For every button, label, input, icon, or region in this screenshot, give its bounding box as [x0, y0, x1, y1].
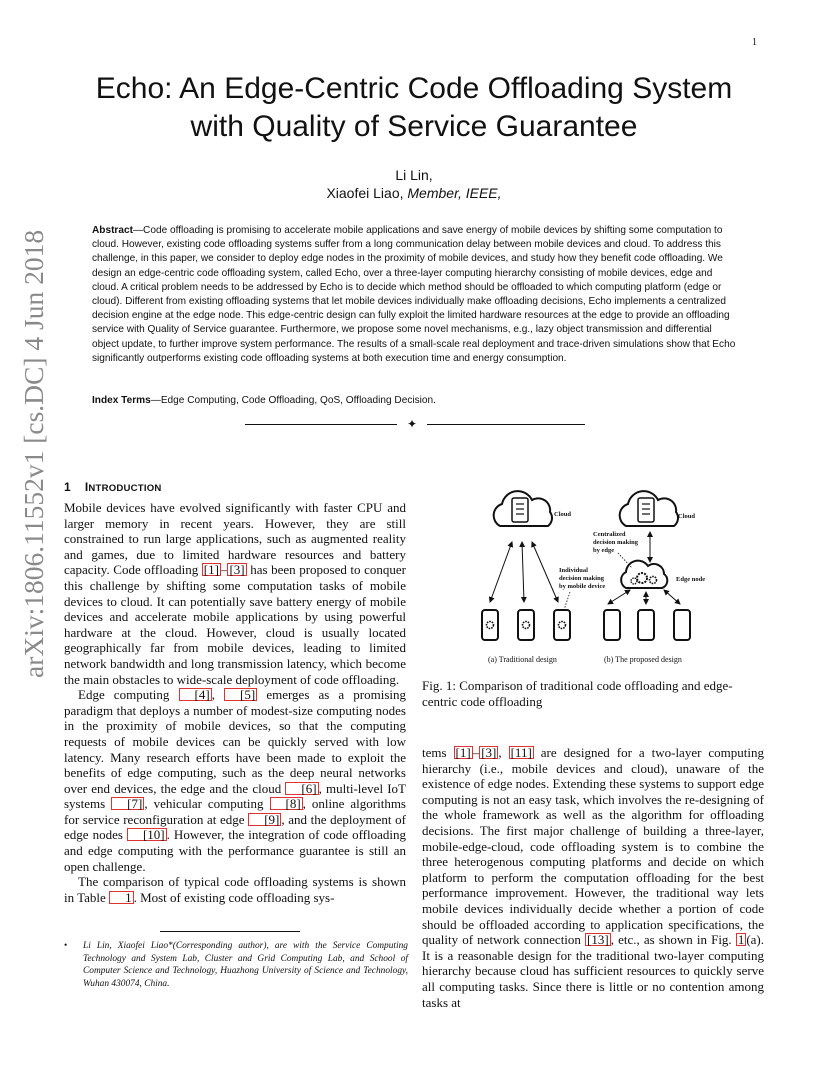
paragraph: Edge computing [4] , [5] emerges as a promising paradigm that deploys a number of modest-size computing nodes in the proximity of mobile devices, so that the computing requests of mobile devices can be quickly served with low latency. Many research efforts have been made to exploit the benefits of edge computing, such as the deep neural networks over end devices, the edge and the cloud [6] , multi-level IoT systems [7] , vehicular computing [8] , online algorithms for service reconfiguration at edge [9] , and the deployment of edge nodes [10] . However, the integration of code offloading and edge computing with the performance guarantee is still an open challenge. [64, 687, 407, 874]
pointer-line [564, 592, 570, 610]
citation-link[interactable]: [13] [587, 932, 609, 948]
citation-link[interactable]: [3] [229, 562, 245, 578]
section-title-initial: I [84, 480, 89, 494]
smartphone-icon [638, 610, 654, 640]
left-column-body [64, 500, 406, 905]
author-name: Xiaofei Liao, [326, 185, 404, 201]
citation-link[interactable]: [6] [285, 782, 318, 795]
paper-title-line-1: Echo: An Edge-Centric Code Offloading System [95, 72, 733, 105]
label-centralized: by edge [593, 547, 615, 554]
author-line-2 [0, 184, 828, 202]
smartphone-icon [482, 610, 498, 640]
arrow-device-cloud [522, 542, 524, 602]
section-title-rest: NTRODUCTION [88, 483, 162, 494]
author-line-1: Li Lin, [395, 167, 433, 183]
section-heading [64, 480, 162, 494]
arrow-device-cloud [490, 542, 512, 602]
arxiv-identifier[interactable]: arXiv:1806.11552v1 [cs.DC] 4 Jun 2018 [18, 229, 49, 678]
label-centralized: Centralized [593, 531, 626, 538]
citation-link[interactable]: [5] [224, 688, 257, 701]
abstract [92, 224, 737, 366]
edge-node-icon [621, 561, 667, 588]
right-column-body [422, 745, 764, 1010]
figure-link[interactable]: 1 [737, 932, 745, 948]
cloud-icon [620, 491, 678, 526]
paragraph: The comparison of typical code offloading systems is shown in Table 1 . Most of existing code offloading sys- [64, 874, 406, 905]
label-individual: Individual [559, 567, 588, 574]
arrow-device-edge [608, 590, 630, 604]
arrow-device-edge [664, 590, 680, 604]
label-individual: by mobile device [559, 583, 606, 590]
figure-1-diagram [460, 480, 742, 670]
citation-link[interactable]: [3] [481, 745, 497, 760]
citation-link[interactable]: [10] [127, 828, 167, 841]
footnote-rule [160, 931, 300, 932]
subcaption-b: (b) The proposed design [604, 655, 682, 664]
paper-title [0, 70, 828, 146]
footnote [64, 940, 408, 990]
label-cloud-right: Cloud [678, 513, 695, 520]
citation-link[interactable]: [1] [455, 745, 471, 760]
label-edge-node: Edge node [676, 576, 706, 583]
index-terms-text: —Edge Computing, Code Offloading, QoS, Offloading Decision. [150, 395, 436, 406]
page-number: 1 [752, 37, 757, 48]
citation-link[interactable]: [8] [270, 797, 303, 810]
index-terms-label: Index Terms [92, 395, 151, 406]
section-number: 1 [64, 480, 71, 494]
author-block [0, 166, 828, 202]
divider-ornament: ✦ [407, 417, 418, 431]
abstract-label: Abstract [92, 225, 133, 236]
arrow-device-cloud [532, 542, 558, 602]
pointer-line [618, 553, 632, 568]
cloud-icon [494, 491, 552, 526]
divider-line-left [245, 424, 397, 425]
divider-line-right [427, 424, 585, 425]
citation-link[interactable]: [9] [248, 813, 281, 826]
abstract-text: —Code offloading is promising to accelerate mobile applications and save energy of mobile devices by shifting some computation to cloud. However, existing code offloading systems suffer from a long communication delay between mobile devices and cloud. To address this challenge, in this paper, we consider to deploy edge nodes in the proximity of mobile devices, and study how they benefit code offloading. We design an edge-centric code offloading system, called Echo, over a three-layer computing hierarchy consisting of mobile devices, edge and cloud. A critical problem needs to be addressed by Echo is to decide which method should be offloaded to which computing platform (edge or cloud). Different from existing offloading systems that let mobile devices individually make offloading decisions, Echo implements a centralized decision engine at the edge node. This edge-centric design can fully exploit the limited hardware resources at the edge to provide an offloading service with Quality of Service guarantee. Furthermore, we propose some novel mechanisms, e.g., lazy object transmission and differential object update, to further improve system performance. The results of a small-scale real deployment and trace-driven simulations show that Echo significantly outperforms existing code offloading systems at both execution time and energy consumption. [92, 225, 736, 364]
citation-link[interactable]: [4] [179, 688, 212, 701]
figure-caption: Fig. 1: Comparison of traditional code offloading and edge-centric code offloading [422, 678, 733, 709]
paragraph: tems [1] – [3] , [11] are designed for a two-layer computing hierarchy (i.e., mobile devices and cloud), unaware of the existence of edge nodes. Extending these systems to support edge computing is not an easy task, which involves the re-designing of the whole framework as well as the algorithm for offloading decisions. The first major challenge of building a three-layer, mobile-edge-cloud, code offloading system is to combine the three heterogenous computing platforms and decide on which platform to perform the computation offloading for the best performance improvement. However, the traditional way lets mobile devices individually decide whether a portion of code should be offloaded according to application specifications, the quality of network connection [13] , etc., as shown in Fig. 1 (a). It is a reasonable design for the traditional two-layer computing hierarchy because cloud has sufficient resources to quickly serve all computing tasks. Since there is little or no contention among tasks at [422, 745, 764, 1010]
subcaption-a: (a) Traditional design [488, 655, 557, 664]
citation-link[interactable]: [1] [203, 562, 219, 578]
smartphone-icon [604, 610, 620, 640]
table-link[interactable]: 1 [109, 891, 134, 904]
footnote-text: Li Lin, Xiaofei Liao*(Corresponding author), are with the Service Computing Technology and System Lab, Cluster and Grid Computing Lab, and School of Computer Science and Technology, Huazhong University of Science and Technology, Wuhan 430074, China. [83, 941, 408, 989]
paragraph: Mobile devices have evolved significantly with faster CPU and larger memory in recent years. However, they are still constrained to run large applications, such as augmented reality and games, due to limited hardware resources and battery capacity. Code offloading [1] – [3] has been proposed to conquer this challenge by shifting some computation tasks of mobile devices to cloud. It can potentially save battery energy of mobile devices and accelerate mobile applications by using powerful hardware at the cloud. However, cloud is usually located geographically far from mobile devices, leading to limited network bandwidth and long transmission latency, which become the main obstacles to wide-scale deployment of code offloading. [64, 500, 406, 687]
citation-link[interactable]: [11] [510, 745, 532, 760]
citation-link[interactable]: [7] [111, 797, 144, 810]
label-individual: decision making [559, 575, 604, 582]
label-centralized: decision making [593, 539, 638, 546]
smartphone-icon [554, 610, 570, 640]
smartphone-icon [518, 610, 534, 640]
paper-title-line-2: with Quality of Service Guarantee [190, 110, 638, 143]
author-affiliation: Member, IEEE, [407, 185, 502, 201]
index-terms [92, 394, 737, 408]
label-cloud-left: Cloud [554, 511, 571, 518]
smartphone-icon [674, 610, 690, 640]
section-divider [245, 418, 585, 430]
footnote-bullet: • [64, 941, 68, 951]
